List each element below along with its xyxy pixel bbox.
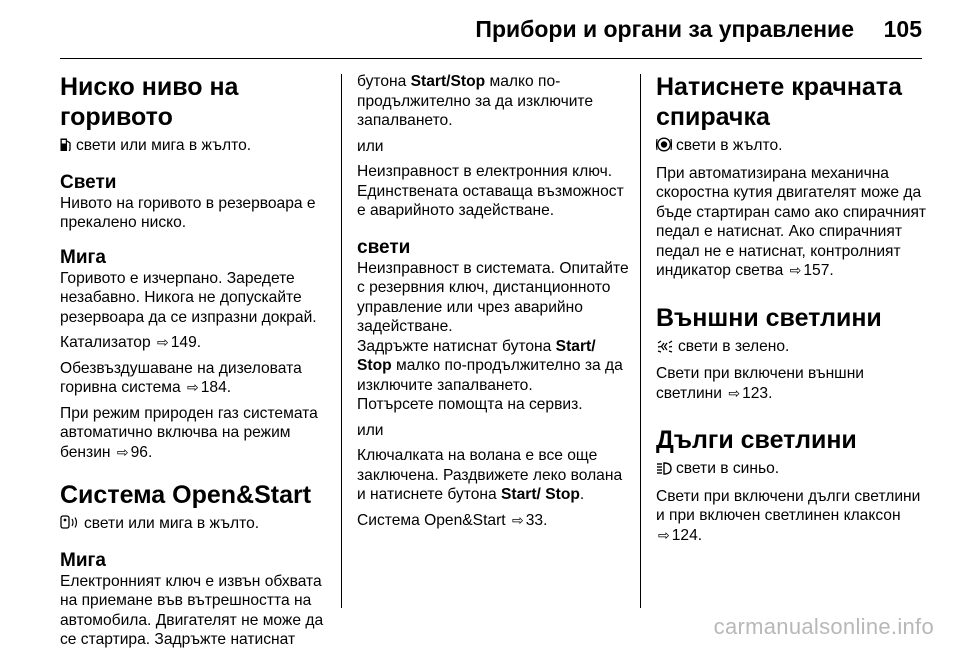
column-1: [60, 72, 335, 656]
section-title-high-beam: Дълги светлини: [656, 426, 857, 454]
exterior-lights-icon: [656, 339, 674, 359]
section-exterior-lights: [656, 303, 931, 404]
page-ref-arrow-icon: ⇨: [157, 334, 169, 350]
page-ref-arrow-icon: ⇨: [186, 379, 199, 395]
open-start-desc: свети или мига в жълто.: [84, 515, 260, 532]
lights-heading: свети: [357, 236, 411, 258]
lights-text: Нивото на горивото в резервоара е прекалено ниско.: [60, 194, 316, 231]
page-ref-arrow-icon: ⇨: [728, 384, 741, 401]
section-open-start: [60, 480, 335, 650]
page-ref-arrow-icon: ⇨: [658, 526, 670, 543]
hold-start-stop-text: бутона Start/Stop малко по-продължително за да изключите запалването.: [357, 73, 594, 129]
press-brake-desc: свети в жълто.: [676, 137, 783, 154]
service-text: Потърсете помощта на сервиз.: [357, 396, 583, 413]
section-high-beam: [656, 425, 931, 545]
high-beam-text: Свети при включени дълги светлини и при включен светлинен клаксон ⇨ 124.: [656, 487, 921, 544]
section-title-open-start: Система Open&Start: [60, 481, 312, 509]
lights-heading: Свети: [60, 171, 117, 193]
key-fault-text: Неизправност в електронния ключ. Единствената оставаща възможност е аварийното задействане.: [357, 163, 624, 219]
section-title-press-brake: Натиснете крачната спирачка: [656, 73, 902, 131]
or-text: или: [357, 137, 384, 155]
column-2: [357, 72, 629, 536]
steering-lock-text: Ключалката на волана е все още заключена. Раздвижете леко волана и натиснете бутона Start/ Stop.: [357, 447, 623, 503]
page-number: 105: [883, 16, 922, 42]
catalyst-ref: Катализатор ⇨ 149.: [60, 334, 202, 351]
press-brake-text: При автоматизирана механична скоростна кутия двигателят може да бъде стартиран само ако спирачният педал е натиснат. Ако спирачният педал не е натиснат, контролният индикатор светва ⇨ 157.: [656, 164, 927, 279]
high-beam-desc: свети в синьо.: [676, 460, 780, 477]
blinks-text: Горивото е изчерпано. Заредете незабавно. Никога не допускайте резервоара да се изпразни докрай.: [60, 269, 317, 326]
header-title: Прибори и органи за управление: [475, 16, 854, 42]
open-start-blinks-heading: Мига: [60, 549, 106, 571]
high-beam-icon: [656, 461, 672, 481]
column-divider-2: [640, 74, 641, 608]
brake-pedal-icon: [656, 137, 672, 158]
page-ref-arrow-icon: ⇨: [116, 443, 129, 460]
page-ref-arrow-icon: ⇨: [511, 511, 524, 528]
column-3: [656, 72, 931, 551]
fuel-pump-icon: [60, 137, 72, 158]
exterior-lights-text: Свети при включени външни светлини ⇨ 123.: [656, 365, 865, 402]
diesel-ref: Обезвъздушаване на дизеловата горивна система ⇨ 184.: [60, 359, 302, 396]
page-ref-arrow-icon: ⇨: [789, 262, 802, 278]
open-start-ref: Система Open&Start ⇨ 33.: [357, 511, 548, 529]
section-low-fuel: [60, 72, 335, 462]
key-signal-icon: [60, 515, 80, 536]
section-title-exterior-lights: Външни светлини: [656, 303, 882, 332]
or-text-2: или: [357, 421, 384, 439]
system-fault-text: Неизправност в системата. Опитайте с резервния ключ, дистанционното управление или чрез аварийно задействане.: [357, 259, 629, 335]
column-divider-1: [341, 74, 342, 608]
section-press-brake: [656, 72, 931, 281]
exterior-lights-desc: свети в зелено.: [678, 337, 790, 355]
gas-ref: При режим природен газ системата автоматично включва на режим бензин ⇨ 96.: [60, 404, 318, 461]
blinks-heading: Мига: [60, 246, 106, 268]
open-start-blinks-text: Електронният ключ е извън обхвата на приемане във вътрешността на автомобила. Двигателят не може да се стартира. Задръжте натиснат: [60, 572, 324, 648]
low-fuel-desc: свети или мига в жълто.: [76, 137, 252, 154]
header-rule: [60, 58, 922, 59]
hold-start-stop-text-2: Задръжте натиснат бутона Start/ Stop малко по-продължително за да изключите запалването.: [357, 337, 623, 394]
section-title-low-fuel: Ниско ниво на горивото: [60, 73, 239, 131]
watermark: carmanualsonline.info: [713, 614, 934, 639]
